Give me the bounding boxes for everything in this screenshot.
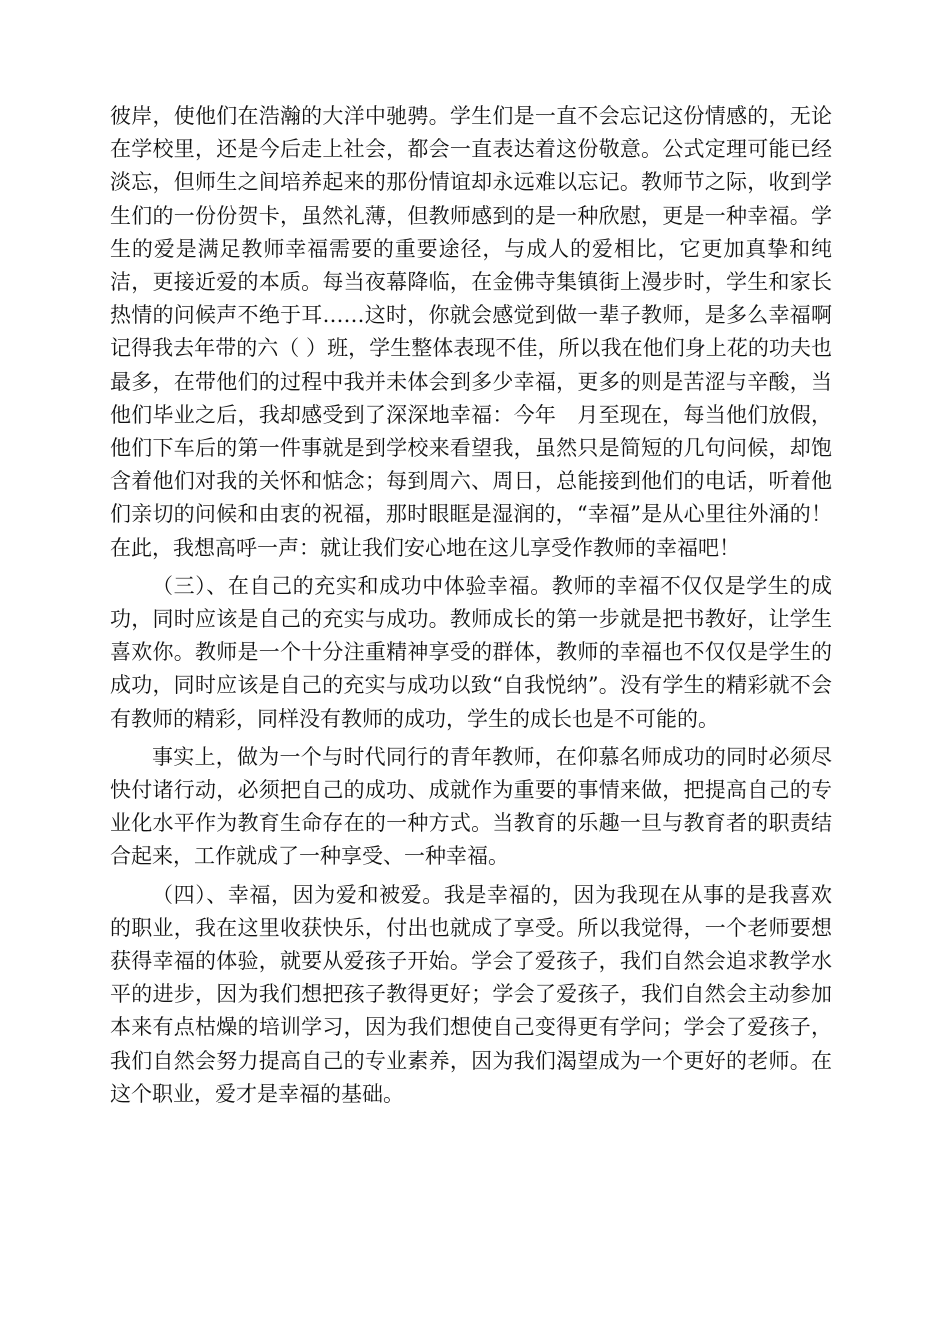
paragraph-continuation: 彼岸，使他们在浩瀚的大洋中驰骋。学生们是一直不会忘记这份情感的，无论在学校里，还是今后走上社会，都会一直表达着这份敬意。公式定理可能已经淡忘，但师生之间培养起来的那份情谊却永远难以忘记。教师节之际，收到学生们的一份份贺卡，虽然礼薄，但教师感到的是一种欣慰，更是一种幸福。学生的爱是满足教师幸福需要的重要途径，与成人的爱相比，它更加真挚和纯洁，更接近爱的本质。每当夜幕降临，在金佛寺集镇街上漫步时，学生和家长热情的问候声不绝于耳……这时，你就会感觉到做一辈子教师，是多么幸福啊 记得我去年带的六（ ）班，学生整体表现不佳，所以我在他们身上花的功夫也最多，在带他们的过程中我并未体会到多少幸福，更多的则是苦涩与辛酸，当他们毕业之后，我却感受到了深深地幸福：今年 月至现在，每当他们放假，他们下车后的第一件事就是到学校来看望我，虽然只是简短的几句问候，却饱含着他们对我的关怀和惦念；每到周六、周日，总能接到他们的电话，听着他们亲切的问候和由衷的祝福，那时眼眶是湿润的，“幸福”是从心里往外涌的！在此，我想高呼一声：就让我们安心地在这儿享受作教师的幸福吧！ xyxy=(110,104,832,560)
paragraph-section-three: （三）、在自己的充实和成功中体验幸福。教师的幸福不仅仅是学生的成功，同时应该是自己的充实与成功。教师成长的第一步就是把书教好，让学生喜欢你。教师是一个十分注重精神享受的群体，教师的幸福也不仅仅是学生的成功，同时应该是自己的充实与成功以致“自我悦纳”。没有学生的精彩就不会有教师的精彩，同样没有教师的成功，学生的成长也是不可能的。 xyxy=(110,573,832,731)
paragraph-section-four: （四）、幸福，因为爱和被爱。我是幸福的，因为我现在从事的是我喜欢的职业，我在这里收获快乐，付出也就成了享受。所以我觉得，一个老师要想获得幸福的体验，就要从爱孩子开始。学会了爱孩子，我们自然会追求教学水平的进步，因为我们想把孩子教得更好；学会了爱孩子，我们自然会主动参加本来有点枯燥的培训学习，因为我们想使自己变得更有学问；学会了爱孩子，我们自然会努力提高自己的专业素养，因为我们渴望成为一个更好的老师。在这个职业，爱才是幸福的基础。 xyxy=(110,882,832,1106)
document-body xyxy=(110,100,832,1111)
paragraph-in-fact: 事实上，做为一个与时代同行的青年教师，在仰慕名师成功的同时必须尽快付诸行动，必须把自己的成功、成就作为重要的事情来做，把提高自己的专业化水平作为教育生命存在的一种方式。当教育的乐趣一旦与教育者的职责结合起来，工作就成了一种享受、一种幸福。 xyxy=(110,744,832,869)
